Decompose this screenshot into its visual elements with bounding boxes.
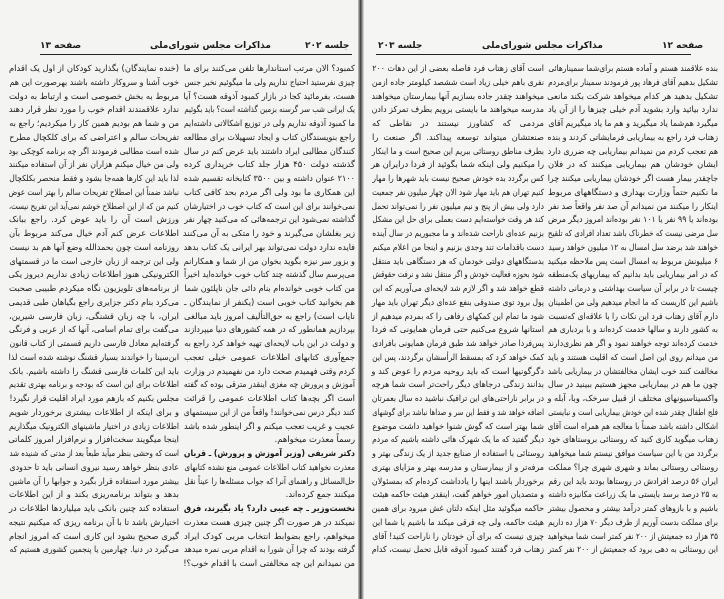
text-line: چیست تا در برابر آن سیاست بهداشتی و درمانی داشته [548, 283, 718, 293]
text-line: جاچقدر بیمار هست اگر خودشان بیماریابی میکنند چرا [547, 173, 718, 183]
text-line: ابن‌سینا را خواندند بسیار قشنگ نوشته شده است لذا [8, 351, 179, 362]
text-line: عجیب و غریب تعجب میکنم و اگر اینطور شده باشد [183, 420, 355, 431]
text-line: بوده‌اند یا ۹۹ نفر یا ۱۰۱ نفر بوده‌اند امروز دیگر مرض [547, 214, 718, 225]
text-line: چون ما هم در بیماریابی مجهز هستیم ببینید در سال [547, 379, 718, 390]
text-line: اضافه خواهد شد و فقط این سر و صداها نباشد برای گوشهای [372, 406, 544, 417]
text-line: برخوردار باشند اینها را یادداشت کرده‌ام که بمسئولان [371, 475, 544, 486]
text-line: خواهند شد برضد سل امسال به ۱۲ میلیون خواهد رسید [548, 241, 718, 252]
text-line: ولی این ترجمه از زبان خارجی است ما در قسمتهای [9, 255, 180, 266]
text-line: دگرگونیها است که باید روحیه مردم را عوض کند و [371, 365, 544, 376]
text-line: مردمی که کشاورز نیستند در نقاطی که [372, 118, 544, 128]
text-line: باشیم این کاریست که ما انجام میدهیم ولی من اطمینان [548, 296, 718, 307]
text-line: است آقای زهتاب فرد فاصله بعضی از این دهات ۲۰۰ [372, 63, 544, 73]
text-line: ورزش است آن را باید عوض کرد. راجع ببانک [9, 214, 179, 225]
text-line: قطع خواهد شد و اگر لازم شد لایحه‌ای می‌آوریم که این [372, 283, 544, 293]
text-line: میکنند جمع کرده‌اند. [285, 489, 355, 500]
text-line: اینجا میگویند سخت‌افزار و نرم‌افزار امروز کلماتی [8, 434, 179, 445]
page-number: صفحه ۱۲ [662, 41, 704, 51]
text-line: اطلاعات عرض کنم آدم خیال می‌کند مربوط بآن [9, 228, 179, 238]
text-line: ۶ میلیونش مربوط به امسال است پس ملاحظه میکنید [547, 255, 718, 266]
text-line: مخالفت کنند خوب ایشان مخالفتشان در بیماریابی باشد [547, 365, 718, 376]
text-line: جمع‌آوری کتابهای اطلاعات عمومی خیلی تعجب [184, 351, 355, 362]
text-line: و دولت در این باب لایحه‌ای تهیه خواهد کرد راجع به [184, 338, 355, 348]
text-line: به کشور دارند و سالها خدمت کرده‌اند و با بردباری هم [548, 324, 718, 335]
text-line: تفریحات سالم و اعتراضی که برای کلکچال مطرح [9, 131, 180, 142]
text-line: (خنده نمایندگان) بگذارید کودکان از اول یک اقدام [9, 63, 179, 73]
text-line: استانها شروع می‌کنیم حتی فرمان همایونی که فردا [372, 324, 544, 335]
text-line: اطلاعات برای این است که بودجه و برنامه بهتری تقدیم [8, 379, 179, 390]
text-line: را میکنیم ولی اینکه شما بگوئید از فردا درایران هر [370, 159, 544, 170]
right-page [362, 0, 724, 599]
text-line: نباشد ضمناً این اصطلاح تفریحات سالم را بهتر است عوض [8, 186, 180, 197]
text-line: زهتاب فرد گفتند کمبود آذوقه قابل تحمل نیست، کدام [371, 544, 544, 555]
session-number: جلسه ۲۰۲ [305, 41, 350, 51]
text-line: می‌کرد بنام دکتر جزایری راجع بگیاهان طبی قدیمی [8, 296, 179, 307]
text-line: الکترونیکی هنوز اطلاعات زیادی نداریم دیروز یکی [8, 269, 179, 280]
text-line: اینکار را میکنند من نمیدانم آن صد نفر واقعاً صد نفر [548, 200, 718, 211]
text-line: گرفته بودند که چرا آن شورا به اقدام مربی نمره میدهد [183, 544, 355, 555]
text-line: از برنامه‌های تلویزیون نگاه میکردم طبیبی صحبت [9, 283, 179, 293]
text-line: ایشان خودشان هم بیماریابی میکنند که در فلان [548, 159, 718, 170]
text-line: زهتاب فرد راجع به بیماریابی فرمایشاتی کردند و بنده [547, 131, 718, 142]
text-line: بپردازیم همانطور که در همه کشورهای دنیا میپردازند [183, 324, 355, 335]
text-line: سل مرضی نیست که خطرناک باشد تعداد افرادی که تلقیح [547, 228, 718, 238]
text-line: گیری صحیح بشود این کاری است که امروز انجام [9, 530, 179, 541]
text-line: بدانند زندگی درجاهای دیگر راحت‌تر است شما هرچه [371, 379, 544, 390]
text-line: هم تعجب کردم من نمیدانم بیماریابی چه ضرری دارد [547, 145, 718, 156]
text-line: کند هر وقت خواسته‌ایم دست بعملی برای حل این مشکل [372, 214, 544, 225]
text-line: بیشتر مورد استفاده قرار بگیرد و جوابها را آن ماشین [8, 475, 180, 486]
text-line: کنند دیگر درس نمی‌خوانند! واقعاً من از این سیستمهای [183, 406, 355, 417]
text-line: میخواهم، راجع بضوابط انتخاب مربی کودک ایراد [184, 530, 355, 541]
text-line: بدهد و بتواند برنامه‌ریزی بکند و از این اطلاعات [9, 489, 179, 500]
text-line: زیر بغلشان می‌گیرند و خود را متکی به آن می‌کنند [182, 228, 355, 238]
text-line: به ۲۵ درصد برسد بایستی ما یک زراعت مکانیزه داشته [548, 489, 718, 500]
text-line: تشکیل بدهید هر کدام میخواهد شرکت بکند مانعی [547, 90, 718, 101]
text-line: حل‌المسائل و راهنمای آنرا که جواب مسئله‌ها را عیناً نقل [184, 475, 355, 486]
text-line: ندارد علاقمندند اقدام خوب را مورد نظر قرار دهند [8, 104, 180, 115]
text-line: دیگر گفتید که ما یک شهرک هائی داشته باشیم که مردم [372, 434, 544, 445]
text-line: کس برگردد بده خودش صحیح نیست باید شهرها را مهار [372, 173, 544, 183]
text-line: چیزی نیست که برای آن خودتان را ناراحت کنید! آقای [372, 530, 544, 541]
text-line: آموزش و پرورش چه مغزی اینقدر مترقی بوده که گفته [183, 379, 355, 390]
text-line: راجع بنویسندگان کتاب و ایجاد تسهیلات برای مطالعه [183, 131, 355, 142]
text-line: هم بخوانید کتاب خوبی است (یکنفر از نمایندگان ـ [184, 296, 355, 307]
text-line: شما بهتر است که گوش شنوا خواهید داشت موضوع [372, 420, 544, 431]
text-line: من میدانم روی این اصل است که اقلیت هستند و باید [547, 351, 718, 362]
text-line: مرفه‌تر و از بیمارستان و مدرسه بهتر و مزایای بهتری [371, 461, 544, 472]
text-line: حاکمه میگوئید مثل اینکه دلتان غش میرود برای همین [371, 503, 544, 513]
text-line: ۳۵ هزار ده جمعیتش از ۲۰۰ نفر کمتر است شما میخواهید [547, 530, 718, 541]
header-rule [40, 54, 352, 55]
text-line: ولی من خیال میکنم هزاران نفر از آن استفاده میکنند [8, 159, 180, 170]
text-line: ایران، با چه زبان قشنگی، زبان فارسی شیرین، [9, 310, 179, 321]
text-line: میخواهند چقدر جاده بسازیم آنها بیمارستان میخواهند [371, 90, 544, 101]
text-line: کمک خواهد کرد که بمسقط الرأسشان برگردند، پس این [372, 351, 544, 362]
text-line: خدمت کرده‌اند توجه خواهند نمود و اگر هم نظری‌دارند [547, 338, 718, 348]
text-line: من کتاب خوبی خوانده‌ام بنام دائی جان ناپلئون شما [184, 283, 355, 293]
text-column-left [372, 62, 544, 557]
text-line: کمبود؟ الان مرتب استاندارها تلفن می‌کنند برای ما [183, 63, 355, 73]
text-line: نایاب است) راجع به حق‌التألیف امروز باید مبالغی [184, 310, 355, 321]
text-line: خوب آشنا و سروکار داشته باشند بهرصورت این هم [9, 76, 179, 87]
text-line: زهتاب میگوید کاری کنید که روستائی بروستاهای خود [547, 434, 718, 445]
text-line: برگردد من با این سیاست موافق نیستم شما میخواهید [548, 448, 718, 458]
running-title: مذاکرات مجلس شورای‌ملی [150, 41, 271, 51]
header-rule [376, 54, 691, 55]
text-line: صنعتشان میتواند توسعه پیداکند. اگر صنعت را [372, 131, 544, 142]
text-line: کنندگان مطالبی ایراد داشتند باید عرض کنم در سال [183, 145, 355, 156]
text-line: است اگر بچه‌ها کتاب اطلاعات عمومی را قرائت [184, 393, 355, 403]
text-line: ۲۱۰۰ عنوان داشته و بین ۳۵۰۰ کتابخانه تقسیم شده [183, 173, 355, 183]
text-column-right [548, 62, 718, 557]
text-line: من نمیدانم این چه مخالفتی است با اقدام خوب؟! [183, 558, 355, 568]
text-line: رسماً معذرت میخواهم. [274, 434, 355, 445]
text-column-left [9, 62, 179, 557]
text-line: می‌گیرد در دنیا. چهارمین یا پنجمین کشوری هستیم که [9, 544, 179, 555]
text-line: کنیم من که از این اصطلاح خوشم نمی‌آید این تفریح نیست، [8, 200, 179, 211]
text-line: میگیرد هم‌شما یاد میگیرید و هم ما یاد میگیریم آقای [548, 118, 718, 128]
text-line: اختیارش باشد تا با آن برنامه ریزی که میکنیم نتیجه [8, 516, 180, 527]
text-line: روستائی روستائی بماند و شهری شهری چرا؟ مملکت [548, 461, 718, 472]
book-binding-gutter [358, 0, 364, 599]
text-line: تشکیل بدهیم آقای فرهاد پور فرمودند سمینار برای‌مردم [548, 76, 718, 87]
text-line: و متصدیان امور خواهم گفت، اینقدر هیئت حاکمه هیئت [372, 489, 544, 500]
running-title: مذاکرات مجلس شورای‌ملی [482, 41, 603, 51]
text-line: شود ما تمام این کمکهای رفاهی را که بمردم میدهیم از [372, 310, 544, 321]
text-line: فایده ندارد دولت نمی‌تواند بهر ایرانی یک کتاب بدهد [183, 241, 355, 252]
text-line: روزنامه است چون بحمدالله وضع آنها هم بد نیست [9, 241, 179, 252]
text-line: دارم آقای زهتاب فرد این نکات را با علاقه‌ای که‌نسبت [548, 310, 718, 321]
text-line: است که وحشی بنظر میآید طبعاً بعد از مدتی که شنیده شد [9, 448, 179, 458]
text-line: اشکالی داشته باشد ضمناً با معالجه هم همراه است آقای [547, 420, 718, 431]
text-line: هیئت حاکمه، ولی چه فرقی میکند ما باشیم یا شما این [372, 516, 544, 527]
text-line: یک ایرانی شب سر گرسنه بزمین گذاشته است؟ باید بگوئیم [184, 104, 355, 115]
text-line: نمی‌خوانند برای این است که کتاب خوب در اختیارشان [183, 200, 355, 211]
text-line: دکتر شریفی (وزیر آموزش و پرورش) ـ قربان [183, 448, 355, 458]
text-line: پس‌فردا صادر خواهد شد طبق فرمان همایونی بافرادی [372, 338, 544, 348]
text-line: گرفته‌ایم معادل فارسی داریم قسمتی از کتاب قانون [9, 338, 179, 348]
text-line: و بزور سر نیزه بگوید بخوان من از شما و همکارانم [183, 255, 355, 266]
text-line: فلج اطفال چقدر شده این خودش بیماریابی است و نبایستی [548, 406, 718, 417]
text-line: گذشته دولت ۴۵۰ هزار جلد کتاب خریداری کرده [184, 159, 355, 170]
session-number: جلسه ۲۰۳ [378, 41, 423, 51]
text-line: ما نکنیم حتماً وزارت بهداری و دستگاههای مربوط [548, 186, 718, 197]
text-line: کنیم تهران هم باید مهار شود الان چهار میلیون نفر جمعیت [372, 186, 544, 197]
text-line: ندارد بیائید وارد بشوید آدم خیلی چیزها را از آن یاد [547, 104, 718, 115]
text-line: و برای اینکه از اطلاعات بیشتری برخوردار شویم [9, 406, 179, 417]
text-line: باید این کلمات فارسی قشنگ را داشته باشیم. بانک [9, 365, 179, 376]
text-line: واکسیناسیونهای مختلف از قبیل سرخک، وبا، آبله و [547, 393, 718, 403]
text-line: که در امر بیماریابی باید بدانیم که بیماریهای یک‌منطقه [547, 269, 718, 280]
text-line: استفاده کند چنین بانکی باید میلیاردها اطلاعات در [8, 503, 179, 513]
text-line: شود بحوزه فعالیت خودش و اگر منتقل نشد و نرفت حقوقش [372, 269, 544, 280]
text-line: می‌پرسم سال گذشته چند کتاب خوب خوانده‌اید اخیراً [183, 269, 355, 280]
text-line: بنده علاقمند هستم و آماده هستم برای‌شما سمینارهائی [548, 63, 718, 73]
text-line: بدستگاههای دولتی خودمان که هر دستگاهی باید منتقل [372, 255, 544, 266]
text-line: این همکاری ما بود ولی اگر مردم بحد کافی کتاب [184, 186, 355, 197]
text-line: معذرت نخواهید کتاب اطلاعات عمومی منع نشده کتابهای [184, 461, 355, 472]
text-line: نفری باهم خیلی زیاد است ششصد کیلومتر جاده ازمن [371, 76, 544, 87]
text-line: نخست‌وزیر ـ چه عیبی دارد؟ یاد بگیرند، فرق [183, 503, 355, 513]
text-line: پول برود توی صندوقی بنفع عده‌ای دیگر تهران باید مهار [371, 296, 544, 307]
text-line: من و شما هم بودیم همین کار را میکردیم؛ راجع به [9, 118, 179, 128]
text-line: در برابر ناراحتی‌های این ترافیک نباشید ده سال بعمرتان [371, 393, 544, 403]
text-line: دارد ولی بیش از پنج و نیم میلیون نفر را نمی‌تواند تحمل [371, 200, 544, 211]
text-line: عادی بنظر خواهد رسید نیروی انسانی باید تا حدودی [9, 461, 179, 472]
text-line: می‌گفت برای تمام اسامی، آنها که از عربی و فرنگی [8, 324, 180, 335]
page-number: صفحه ۱۳ [40, 41, 82, 51]
text-line: باشیم و با بازوهای کمتر درآمد بیشتر و محصول بیشتر [548, 503, 718, 513]
text-line: این روستائی به دهی برود که جمعیتش از ۲۰۰ نفر کمتر [547, 544, 718, 555]
text-line: کردم وقتی فهمیدم صحت دارد من نفهمیدم در وزارت [183, 365, 355, 376]
text-line: مجلس بکنیم که بازهم مورد ایراد اقلیت قرار نگیرد! [9, 393, 179, 403]
text-column-right [184, 62, 355, 571]
text-line: برای مملکت بدست آوریم از طرف دیگر ۷۰ هزار ده داریم [548, 516, 718, 527]
text-line: روستائی با استفاده از صنایع جدید از یک زندگی بهتر و [372, 448, 544, 458]
text-line: نمیکند در هر صورت اگر چنین چیزی هست معذرت [183, 516, 355, 527]
text-line: بطرف مناطق روستائی ببریم این صحیح است و ما اینکار [371, 145, 544, 156]
text-line: اطلاعات زیادی در اختیار ماشینهای الکترونیک میگذاریم [9, 420, 179, 431]
text-line: ما کمبود آذوقه نداریم ولی در توزیع اشکالاتی داشته‌ایم [183, 118, 355, 128]
text-line: شده است مطالبی فرمودند اگر چه برنامه کوچکی بود [8, 145, 180, 156]
text-line: گذاشته نمی‌شود این ترجمه‌هائی که می‌کنید چهار نفر [184, 214, 355, 225]
text-line: دست باقدامات تند وجدی بزنیم و اینجا من اعلام میکنم [372, 241, 544, 252]
text-line: چیزی نفرستید احتیاج نداریم ولی ما میگوئیم نخیر جنس [184, 76, 355, 87]
text-line: لذا باید این کارها همه‌جا بشود و فقط منحصر بکلکچال [9, 173, 179, 183]
text-line: بزنیم عده‌ای ناراحت شده‌اند و ما مجبوریم در سال آینده [372, 228, 544, 238]
text-line: ایران ۵۶ درصد افرادش در روستاها بودند باید این رقم [548, 475, 718, 486]
text-line: مربوط به بخش خصوصی است و ارتباط به دولت [9, 90, 179, 101]
text-line: مدرسه میخواهند ما بایستی برویم بطرف تمرکز دادن [371, 104, 544, 115]
text-line: هست، بفرمائید کجا در بازار کمبود آذوقه هست؟ آیا [183, 90, 355, 101]
